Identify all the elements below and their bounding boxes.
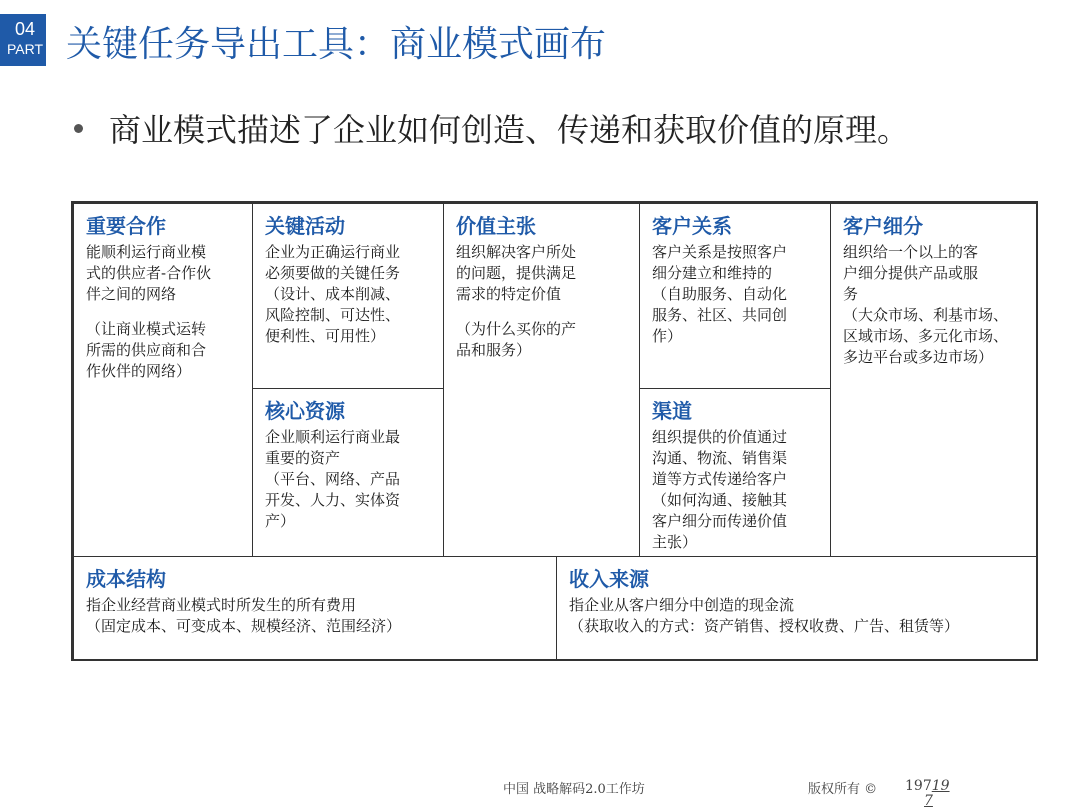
value-propositions-note: （为什么买你的产 品和服务） [456,320,577,359]
footer-page-number [905,778,950,794]
channels-text: 组织提供的价值通过 沟通、物流、销售渠 道等方式传递给客户 （如何沟通、接触其 客户细分而传递价值 主张） [652,428,788,551]
key-resources-title: 核心资源 [265,399,345,423]
page-number-b: 19 [931,778,950,794]
cell-revenue-streams [556,556,1038,661]
key-partners-text: 能顺利运行商业模 式的供应者-合作伙 伴之间的网络 [86,243,212,303]
key-resources-text: 企业顺利运行商业最 重要的资产 （平台、网络、产品 开发、人力、实体资 产） [265,428,401,530]
bullet-line [74,106,909,154]
page-number-a: 197 [905,778,932,794]
revenue-streams-text: 指企业从客户细分中创造的现金流 （获取收入的方式：资产销售、授权收费、广告、租赁等） [569,596,960,635]
page-title: 关键任务导出工具：商业模式画布 [66,24,607,65]
key-activities-title: 关键活动 [265,214,345,238]
part-badge [4,14,46,66]
cell-value-propositions [443,203,640,557]
page-number-c: 7 [924,793,933,809]
cell-key-resources [252,388,444,557]
key-partners-note: （让商业模式运转 所需的供应商和合 作伙伴的网络） [86,320,207,380]
bullet-text: 商业模式描述了企业如何创造、传递和获取价值的原理。 [109,111,910,149]
cell-customer-segments [830,203,1038,557]
cost-structure-text: 指企业经营商业模式时所发生的所有费用 （固定成本、可变成本、规模经济、范围经济） [86,596,402,635]
footer-source: 中国 战略解码2.0工作坊 [503,782,645,797]
cell-key-activities [252,203,444,389]
part-number: 04 [14,19,36,39]
customer-segments-text: 组织给一个以上的客 户细分提供产品或服 务 （大众市场、利基市场、 区域市场、多元化市场、 多边平台或多边市场） [843,243,1009,366]
key-activities-text: 企业为正确运行商业 必须要做的关键任务 （设计、成本削减、 风险控制、可达性、 便利性、可用性） [265,243,401,345]
cell-channels [639,388,831,557]
cell-key-partners [73,203,253,557]
customer-segments-title: 客户细分 [843,214,923,238]
part-label: PART [6,41,44,57]
cell-cost-structure [73,556,557,661]
business-model-canvas [71,201,1038,661]
channels-title: 渠道 [652,399,692,423]
footer-copyright: 版权所有 © [808,782,878,797]
key-partners-title: 重要合作 [86,214,166,238]
bullet-dot-icon [74,124,83,133]
value-propositions-text: 组织解决客户所处 的问题，提供满足 需求的特定价值 [456,243,577,303]
value-propositions-title: 价值主张 [456,214,536,238]
customer-relationships-title: 客户关系 [652,214,732,238]
cost-structure-title: 成本结构 [86,567,166,591]
customer-relationships-text: 客户关系是按照客户 细分建立和维持的 （自助服务、自动化 服务、社区、共同创 作） [652,243,788,345]
cell-customer-relationships [639,203,831,389]
revenue-streams-title: 收入来源 [569,567,649,591]
